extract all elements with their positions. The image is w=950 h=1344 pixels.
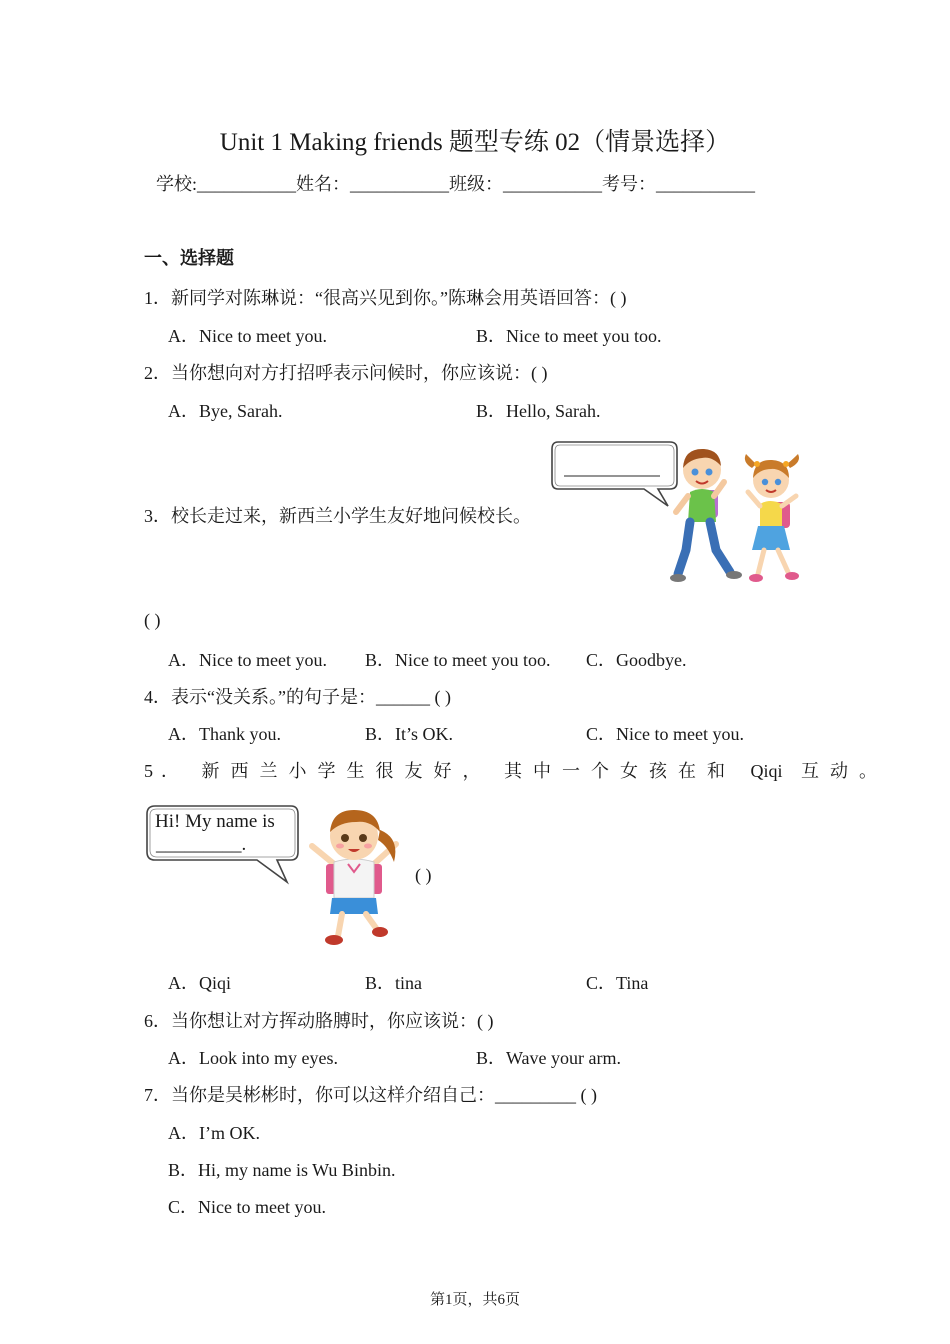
question-5-option-b[interactable]: B．tina [365, 973, 422, 993]
waving-girl-illustration [304, 802, 408, 950]
question-5-number: 5． [144, 761, 187, 781]
question-1-stem: 1．新同学对陈琳说：“很高兴见到你。”陈琳会用英语回答：( ) [144, 288, 627, 308]
student-info-line: 学校:___________姓名：___________班级：___________考号：___________ [156, 174, 755, 194]
question-3-option-b[interactable]: B．Nice to meet you too. [365, 650, 551, 670]
question-4-option-b[interactable]: B．It’s OK. [365, 724, 454, 744]
speech-bubble-q3 [550, 440, 680, 510]
question-5-stem [144, 757, 889, 783]
question-2-option-b[interactable]: B．Hello, Sarah. [476, 401, 601, 421]
boy-figure [670, 449, 742, 582]
question-4-option-a[interactable]: A．Thank you. [168, 724, 281, 744]
question-7-stem: 7．当你是吴彬彬时，你可以这样介绍自己：_________ ( ) [144, 1085, 597, 1105]
question-3-option-c[interactable]: C．Goodbye. [586, 650, 687, 670]
question-7-option-a[interactable]: A．I’m OK. [168, 1123, 260, 1143]
boy-and-girl-illustration [672, 442, 812, 590]
question-7-option-b[interactable]: B．Hi, my name is Wu Binbin. [168, 1160, 396, 1180]
question-5-option-a[interactable]: A．Qiqi [168, 973, 231, 993]
bubble-q5-line-1: Hi! My name is [155, 811, 275, 832]
question-4-option-c[interactable]: C．Nice to meet you. [586, 724, 744, 744]
page-title: Unit 1 Making friends 题型专练 02（情景选择） [219, 129, 731, 156]
question-6-option-b[interactable]: B．Wave your arm. [476, 1048, 622, 1068]
question-5-part-4: 互动。 [801, 761, 889, 781]
question-5-part-2: 其中一个女孩在和 [504, 761, 736, 781]
section-title: 一、选择题 [144, 248, 234, 269]
page-footer: 第1页，共6页 [429, 1292, 520, 1308]
question-1-option-a[interactable]: A．Nice to meet you. [168, 326, 327, 346]
question-5-option-c[interactable]: C．Tina [586, 973, 649, 993]
question-6-stem: 6．当你想让对方挥动胳膊时，你应该说：( ) [144, 1011, 494, 1031]
question-2-stem: 2．当你想向对方打招呼表示问候时，你应该说：( ) [144, 363, 548, 383]
girl-figure [745, 454, 799, 582]
bubble-q5-line-2: _________. [156, 834, 247, 855]
question-6-option-a[interactable]: A．Look into my eyes. [168, 1048, 338, 1068]
question-4-stem: 4．表示“没关系。”的句子是：______ ( ) [144, 687, 451, 707]
question-5-answer-paren: ( ) [415, 865, 432, 885]
question-3-stem: 3．校长走过来，新西兰小学生友好地问候校长。 [144, 506, 531, 526]
question-1-option-b[interactable]: B．Nice to meet you too. [476, 326, 662, 346]
question-5-part-3: Qiqi [750, 761, 783, 781]
question-3-answer-paren: ( ) [144, 610, 161, 630]
question-5-part-1: 新西兰小学生很友好， [201, 761, 492, 781]
question-7-option-c[interactable]: C．Nice to meet you. [168, 1197, 326, 1217]
question-3-option-a[interactable]: A．Nice to meet you. [168, 650, 327, 670]
question-2-option-a[interactable]: A．Bye, Sarah. [168, 401, 283, 421]
